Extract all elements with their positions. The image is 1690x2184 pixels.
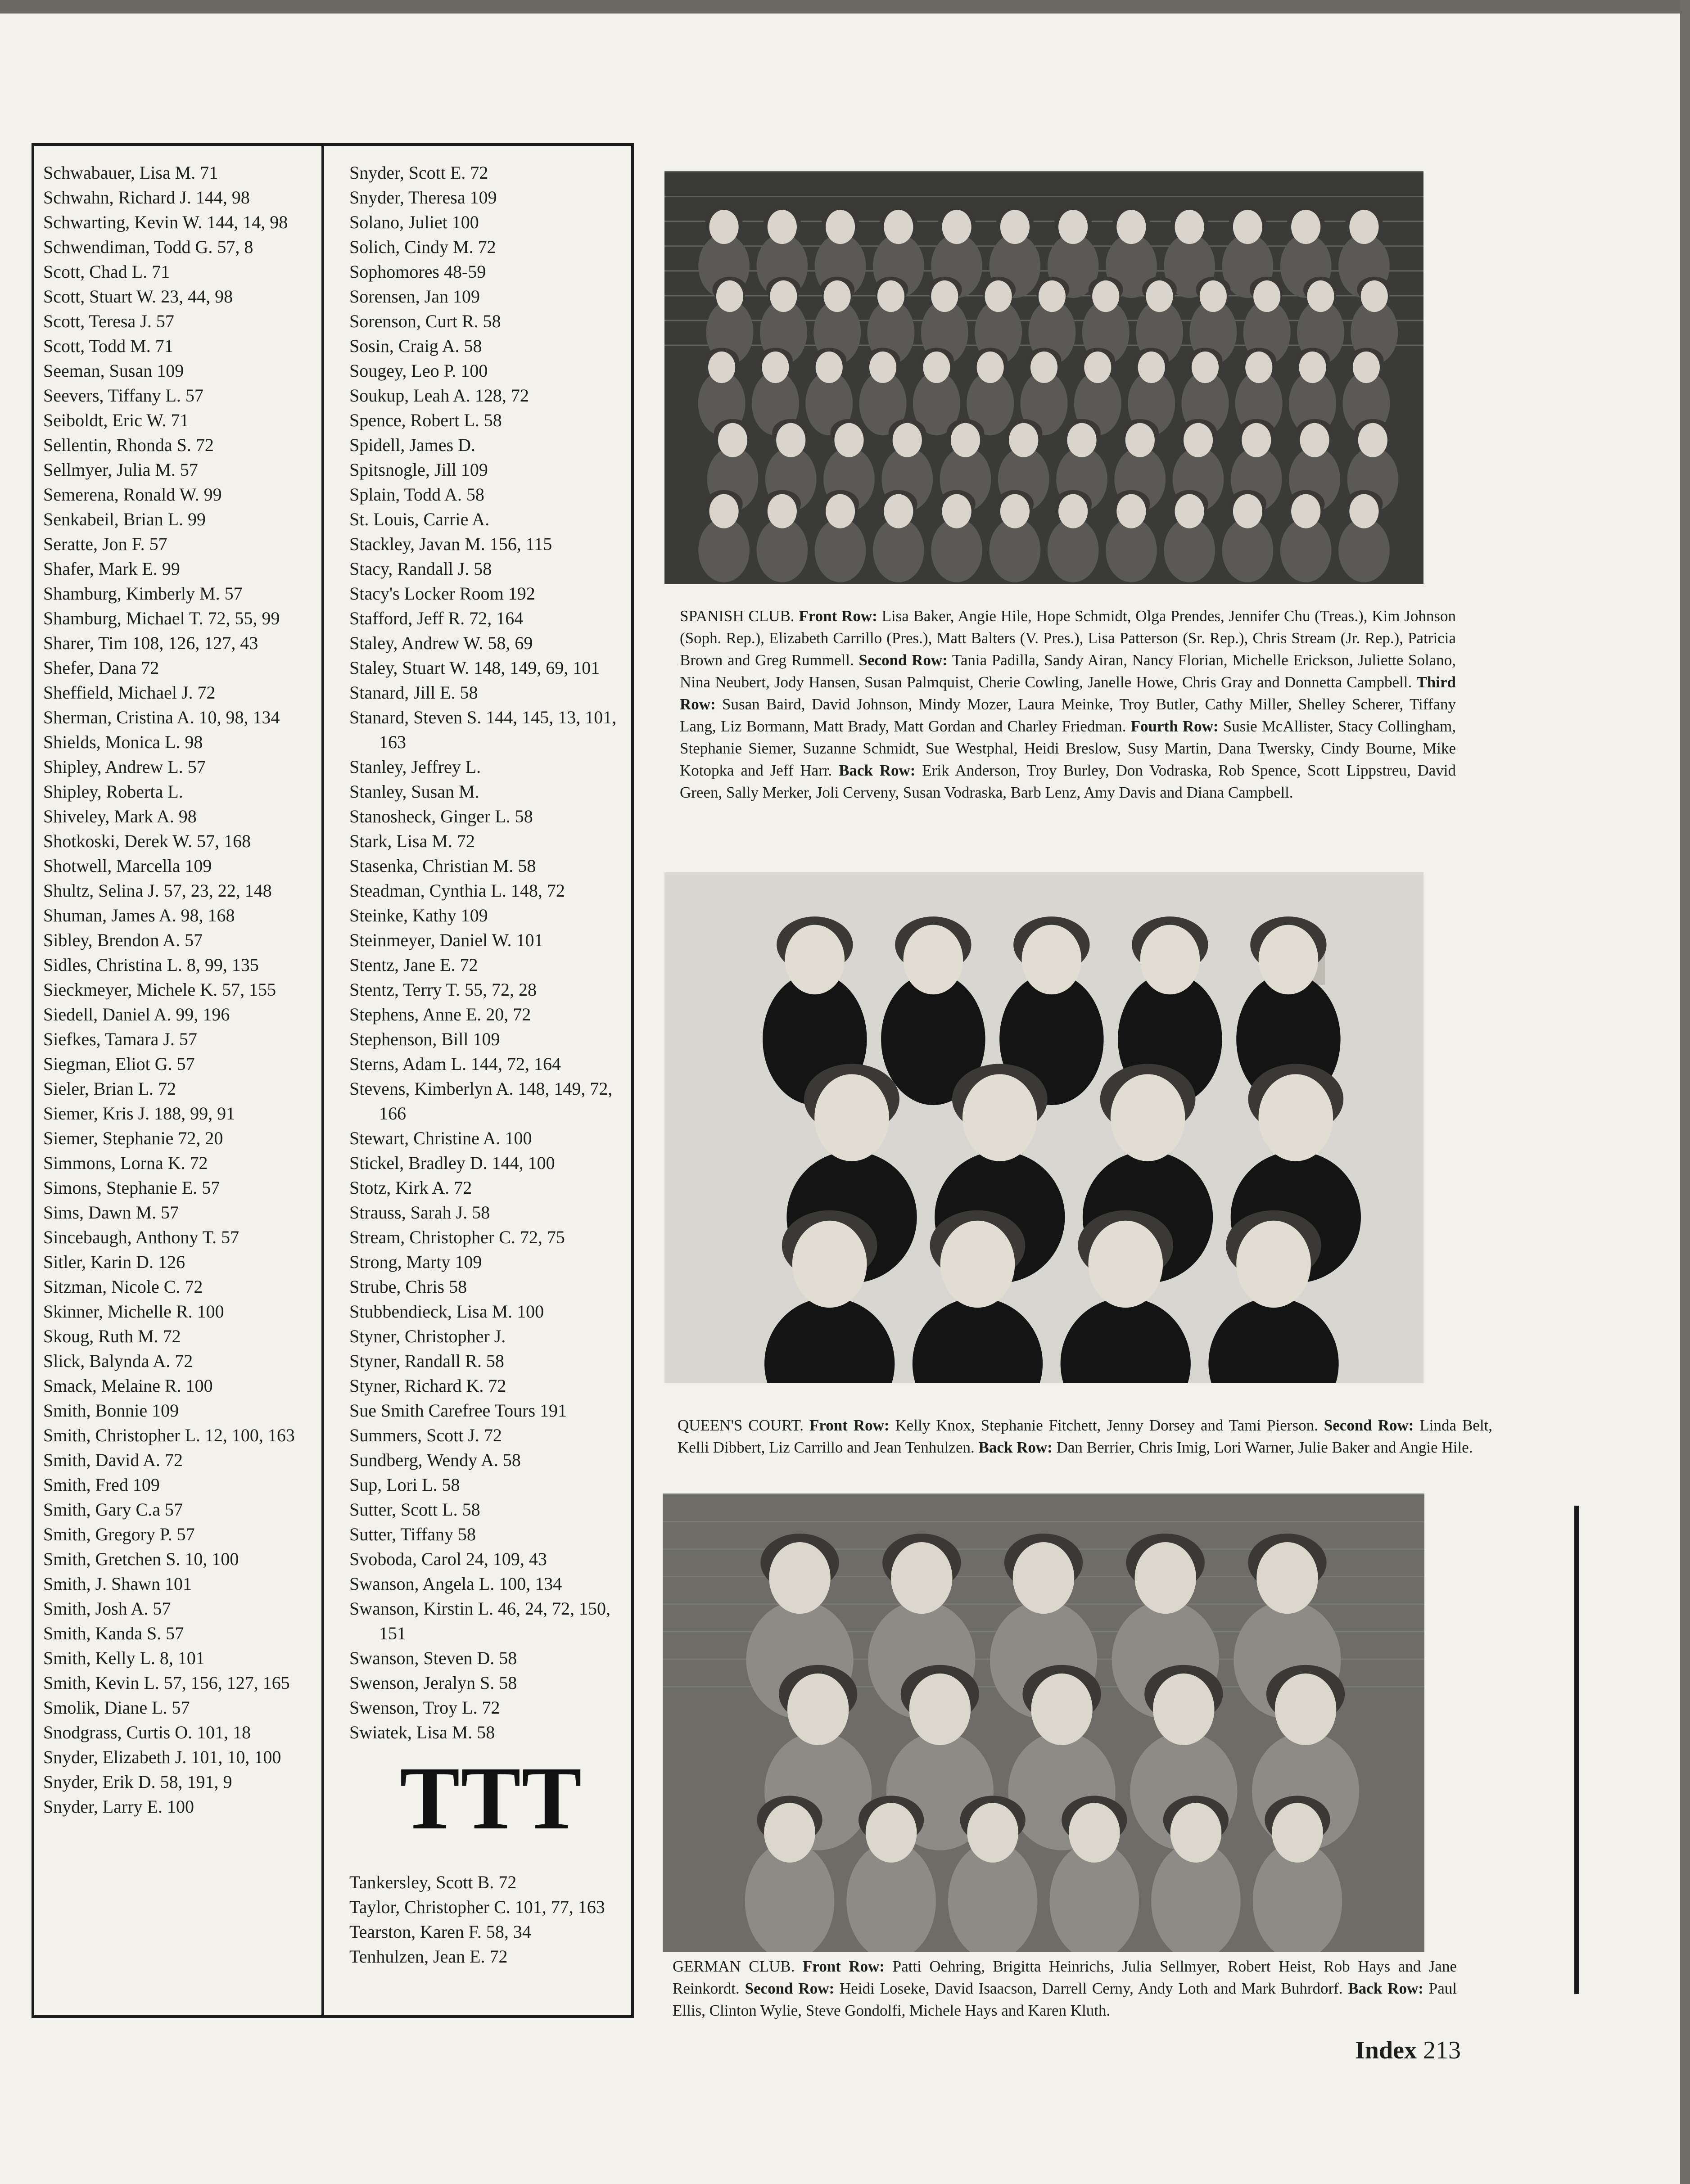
- person-face: [792, 1221, 867, 1308]
- index-entry: Scott, Chad L. 71: [43, 262, 170, 282]
- person-face: [942, 494, 972, 528]
- person-face: [893, 423, 922, 457]
- person-face: [1111, 1074, 1185, 1161]
- spanish-club-photo: [664, 171, 1423, 584]
- index-entry: Snodgrass, Curtis O. 101, 18: [43, 1722, 251, 1742]
- index-column-divider: [321, 143, 324, 2018]
- person-face: [718, 423, 747, 457]
- person-face: [1349, 494, 1378, 528]
- index-entry: Smith, Josh A. 57: [43, 1598, 171, 1619]
- index-entry: Stephens, Anne E. 20, 72: [349, 1004, 531, 1024]
- bleacher-line: [664, 171, 1423, 172]
- index-entry: Smith, David A. 72: [43, 1450, 183, 1470]
- index-entry: Steadman, Cynthia L. 148, 72: [349, 880, 565, 901]
- person-face: [1000, 494, 1030, 528]
- german-club-photo: [663, 1494, 1424, 1952]
- caption-row-label: Back Row:: [839, 762, 916, 779]
- index-entry: Sitzman, Nicole C. 72: [43, 1277, 203, 1297]
- person-face: [1009, 423, 1038, 457]
- person-face: [909, 1674, 971, 1745]
- person-face: [866, 1803, 917, 1863]
- person-face: [962, 1074, 1037, 1161]
- index-entry: Schwendiman, Todd G. 57, 8: [43, 237, 253, 257]
- index-entry: Sharer, Tim 108, 126, 127, 43: [43, 633, 258, 653]
- person-face: [1236, 1221, 1311, 1308]
- folio-label: Index: [1355, 2036, 1417, 2064]
- german-club-caption: [673, 1955, 1457, 2022]
- person-face: [1069, 1803, 1120, 1863]
- index-entry: Shotwell, Marcella 109: [43, 856, 212, 876]
- person-face: [1013, 1542, 1074, 1614]
- queens-court-caption: [678, 1414, 1492, 1458]
- index-entry: Sheffield, Michael J. 72: [43, 682, 216, 703]
- caption-text: Susan Baird, David Johnson, Mindy Mozer, Laura Meinke, Troy Butler, Cathy Miller, Shelley Scherer, Tiffany Lang, Liz Bormann, Matt Brady, Matt Gordan and Charley Friedman.: [680, 695, 1456, 735]
- index-entry: Schwahn, Richard J. 144, 98: [43, 187, 250, 208]
- caption-row-label: Front Row:: [799, 607, 877, 625]
- person-face: [1116, 210, 1146, 244]
- person-face: [708, 352, 735, 383]
- person-face: [1146, 280, 1173, 312]
- index-entry: Styner, Richard K. 72: [349, 1376, 506, 1396]
- index-entry: Seratte, Jon F. 57: [43, 534, 167, 554]
- index-entry: Sundberg, Wendy A. 58: [349, 1450, 521, 1470]
- index-entry: Stotz, Kirk A. 72: [349, 1178, 472, 1198]
- person-face: [1256, 1542, 1318, 1614]
- index-entry: Smith, Bonnie 109: [43, 1400, 179, 1421]
- person-face: [768, 494, 797, 528]
- index-entry: Scott, Todd M. 71: [43, 336, 173, 356]
- caption-row-label: Back Row:: [1348, 1980, 1423, 1997]
- index-entry: Smith, Gregory P. 57: [43, 1524, 195, 1544]
- index-entry: Scott, Teresa J. 57: [43, 311, 174, 331]
- caption-row-label: Back Row:: [978, 1439, 1053, 1456]
- person-face: [1092, 280, 1119, 312]
- index-entry: Swenson, Jeralyn S. 58: [349, 1673, 517, 1693]
- index-entry: Shotkoski, Derek W. 57, 168: [43, 831, 251, 851]
- index-entry: Stacy's Locker Room 192: [349, 583, 535, 604]
- person-face: [1299, 352, 1326, 383]
- caption-text: Paul Ellis, Clinton Wylie, Steve Gondolfi, Michele Hays and Karen Kluth.: [673, 1980, 1457, 2019]
- person-face: [1088, 1221, 1163, 1308]
- person-face: [967, 1803, 1018, 1863]
- index-entry: Sorensen, Jan 109: [349, 286, 480, 307]
- person-face: [1084, 352, 1111, 383]
- index-entry: Tankersley, Scott B. 72: [349, 1872, 517, 1892]
- person-face: [931, 280, 958, 312]
- person-face: [1291, 210, 1320, 244]
- person-face: [1022, 925, 1082, 995]
- index-entry: Stanley, Susan M.: [349, 781, 479, 802]
- person-face: [884, 210, 913, 244]
- index-entry: Stentz, Terry T. 55, 72, 28: [349, 979, 537, 1000]
- index-entry: Sutter, Scott L. 58: [349, 1499, 480, 1520]
- person-face: [884, 494, 913, 528]
- person-face: [1134, 1542, 1196, 1614]
- index-entry: Soukup, Leah A. 128, 72: [349, 385, 529, 406]
- caption-text: Heidi Loseke, David Isaacson, Darrell Cerny, Andy Loth and Mark Buhrdorf.: [834, 1980, 1348, 1997]
- person-face: [1031, 1674, 1092, 1745]
- index-entry: Seiboldt, Eric W. 71: [43, 410, 189, 430]
- person-face: [785, 925, 845, 995]
- index-entry: Spence, Robert L. 58: [349, 410, 502, 430]
- index-entry: Taylor, Christopher C. 101, 77, 163: [349, 1897, 605, 1917]
- index-entry: Shipley, Roberta L.: [43, 781, 183, 802]
- index-entry: Schwabauer, Lisa M. 71: [43, 162, 218, 183]
- caption-row-label: Fourth Row:: [1130, 717, 1219, 735]
- index-entry: Shuman, James A. 98, 168: [43, 905, 235, 925]
- index-entry: Smolik, Diane L. 57: [43, 1697, 190, 1718]
- person-face: [877, 280, 904, 312]
- index-entry: Sellentin, Rhonda S. 72: [43, 435, 214, 455]
- index-entry: Strauss, Sarah J. 58: [349, 1202, 490, 1223]
- index-entry: Simmons, Lorna K. 72: [43, 1153, 208, 1173]
- index-entry: Semerena, Ronald W. 99: [43, 484, 222, 505]
- index-entry: Swanson, Angela L. 100, 134: [349, 1574, 562, 1594]
- index-entry: Tearston, Karen F. 58, 34: [349, 1922, 531, 1942]
- person-face: [1039, 280, 1066, 312]
- index-entry: Sosin, Craig A. 58: [349, 336, 482, 356]
- index-entry: Slick, Balynda A. 72: [43, 1351, 193, 1371]
- person-face: [716, 280, 743, 312]
- person-face: [768, 210, 797, 244]
- index-entry: Stentz, Jane E. 72: [349, 955, 478, 975]
- person-face: [1140, 925, 1200, 995]
- caption-row-label: Third Row:: [680, 673, 1456, 713]
- caption-text: QUEEN'S COURT.: [678, 1417, 809, 1434]
- person-face: [1233, 210, 1262, 244]
- index-entry: Sophomores 48-59: [349, 262, 486, 282]
- index-entry: Staley, Andrew W. 58, 69: [349, 633, 533, 653]
- index-entry: Stubbendieck, Lisa M. 100: [349, 1301, 544, 1322]
- index-entry: Smack, Melaine R. 100: [43, 1376, 213, 1396]
- index-entry: Strube, Chris 58: [349, 1277, 467, 1297]
- index-entry: Sellmyer, Julia M. 57: [43, 460, 198, 480]
- index-entry: Skinner, Michelle R. 100: [43, 1301, 224, 1322]
- person-face: [816, 352, 843, 383]
- index-entry: Snyder, Larry E. 100: [43, 1796, 194, 1817]
- index-entry: Svoboda, Carol 24, 109, 43: [349, 1549, 547, 1569]
- index-entry: Swenson, Troy L. 72: [349, 1697, 500, 1718]
- index-entry: Smith, Gretchen S. 10, 100: [43, 1549, 239, 1569]
- person-face: [1245, 352, 1272, 383]
- index-entry: Smith, Kevin L. 57, 156, 127, 165: [43, 1673, 290, 1693]
- person-face: [1349, 210, 1378, 244]
- index-entry: Shultz, Selina J. 57, 23, 22, 148: [43, 880, 272, 901]
- index-entry: Seeman, Susan 109: [43, 361, 184, 381]
- index-entry: Sterns, Adam L. 144, 72, 164: [349, 1054, 561, 1074]
- person-face: [1353, 352, 1380, 383]
- index-entry: Scott, Stuart W. 23, 44, 98: [43, 286, 233, 307]
- index-entry: Stacy, Randall J. 58: [349, 559, 492, 579]
- person-face: [776, 423, 805, 457]
- person-face: [869, 352, 896, 383]
- letter-heading: TTT: [400, 1749, 583, 1848]
- index-entry: Swanson, Kirstin L. 46, 24, 72, 150, 151: [349, 1598, 610, 1643]
- person-face: [824, 280, 851, 312]
- index-entry: Senkabeil, Brian L. 99: [43, 509, 206, 529]
- caption-row-label: Second Row:: [1324, 1417, 1414, 1434]
- person-face: [942, 210, 972, 244]
- index-entry: Shafer, Mark E. 99: [43, 559, 180, 579]
- scan-right-edge: [1680, 0, 1690, 2184]
- person-face: [1272, 1803, 1323, 1863]
- person-face: [769, 1542, 830, 1614]
- index-entry: Sougey, Leo P. 100: [349, 361, 488, 381]
- caption-text: SPANISH CLUB.: [680, 607, 799, 625]
- queens-court-photo: [664, 872, 1423, 1383]
- caption-text: GERMAN CLUB.: [673, 1958, 803, 1975]
- person-face: [1200, 280, 1227, 312]
- index-entry: Staley, Stuart W. 148, 149, 69, 101: [349, 658, 600, 678]
- index-entry: Sup, Lori L. 58: [349, 1475, 460, 1495]
- caption-text: Linda Belt, Kelli Dibbert, Liz Carrillo and Jean Tenhulzen.: [678, 1417, 1493, 1456]
- index-entry: Swanson, Steven D. 58: [349, 1648, 517, 1668]
- index-entry: Smith, Gary C.a 57: [43, 1499, 183, 1520]
- person-face: [1259, 925, 1319, 995]
- index-entry: Siemer, Kris J. 188, 99, 91: [43, 1103, 235, 1124]
- index-entry: Stasenka, Christian M. 58: [349, 856, 536, 876]
- bleacher-line: [663, 1494, 1424, 1495]
- person-face: [1184, 423, 1213, 457]
- person-face: [1192, 352, 1219, 383]
- person-face: [1058, 494, 1088, 528]
- index-entry: Sincebaugh, Anthony T. 57: [43, 1227, 239, 1247]
- person-face: [787, 1674, 849, 1745]
- index-entry: Stream, Christopher C. 72, 75: [349, 1227, 565, 1247]
- index-entry: Stewart, Christine A. 100: [349, 1128, 532, 1148]
- caption-text: Lisa Baker, Angie Hile, Hope Schmidt, Olga Prendes, Jennifer Chu (Treas.), Kim Johnson (Soph. Rep.), Elizabeth Carrillo (Pres.), Matt Balters (V. Pres.), Lisa Patterson (Sr. Rep.), Chris Stream (Jr. Rep.), Patricia Brown and Greg Rummell.: [680, 607, 1456, 669]
- index-entry: Splain, Todd A. 58: [349, 484, 484, 505]
- index-entry: Sherman, Cristina A. 10, 98, 134: [43, 707, 280, 727]
- index-entry: Snyder, Erik D. 58, 191, 9: [43, 1772, 232, 1792]
- person-face: [1138, 352, 1165, 383]
- person-face: [1300, 423, 1329, 457]
- index-entry: Smith, Kanda S. 57: [43, 1623, 184, 1643]
- index-column-2-continued: [349, 1870, 626, 1969]
- index-entry: Stanard, Steven S. 144, 145, 13, 101, 163: [349, 707, 617, 752]
- index-entry: Snyder, Scott E. 72: [349, 162, 488, 183]
- index-entry: St. Louis, Carrie A.: [349, 509, 490, 529]
- person-face: [1275, 1674, 1336, 1745]
- caption-text: Erik Anderson, Troy Burley, Don Vodraska, Rob Spence, Scott Lippstreu, David Green, Sally Merker, Joli Cerveny, Susan Vodraska, Barb Lenz, Amy Davis and Diana Campbell.: [680, 762, 1456, 801]
- page-folio: [1355, 2035, 1490, 2066]
- person-face: [1030, 352, 1057, 383]
- person-face: [1233, 494, 1262, 528]
- person-face: [1000, 210, 1030, 244]
- index-entry: Stickel, Bradley D. 144, 100: [349, 1153, 555, 1173]
- person-face: [762, 352, 789, 383]
- index-entry: Shields, Monica L. 98: [43, 732, 203, 752]
- index-entry: Stephenson, Bill 109: [349, 1029, 500, 1049]
- caption-row-label: Front Row:: [802, 1958, 885, 1975]
- person-face: [1242, 423, 1271, 457]
- scan-top-edge: [0, 0, 1690, 14]
- index-entry: Smith, Christopher L. 12, 100, 163: [43, 1425, 295, 1445]
- person-face: [1253, 280, 1280, 312]
- side-rule: [1574, 1506, 1579, 1994]
- index-entry: Styner, Randall R. 58: [349, 1351, 504, 1371]
- index-entry: Steinmeyer, Daniel W. 101: [349, 930, 543, 950]
- index-entry: Stanley, Jeffrey L.: [349, 757, 481, 777]
- index-column-2: [349, 160, 626, 1745]
- index-entry: Shipley, Andrew L. 57: [43, 757, 206, 777]
- index-entry: Smith, Kelly L. 8, 101: [43, 1648, 205, 1668]
- person-face: [826, 210, 855, 244]
- index-entry: Siedell, Daniel A. 99, 196: [43, 1004, 230, 1024]
- index-entry: Stackley, Javan M. 156, 115: [349, 534, 552, 554]
- person-face: [1067, 423, 1096, 457]
- person-face: [1175, 210, 1204, 244]
- person-face: [1307, 280, 1334, 312]
- person-face: [977, 352, 1004, 383]
- bleacher-line: [663, 1521, 1424, 1522]
- caption-row-label: Second Row:: [745, 1980, 835, 1997]
- index-entry: Steinke, Kathy 109: [349, 905, 488, 925]
- caption-row-label: Front Row:: [809, 1417, 890, 1434]
- index-entry: Shamburg, Kimberly M. 57: [43, 583, 243, 604]
- index-entry: Schwarting, Kevin W. 144, 14, 98: [43, 212, 288, 232]
- caption-text: Susie McAllister, Stacy Collingham, Stephanie Siemer, Suzanne Schmidt, Sue Westphal, Heidi Breslow, Susy Martin, Dana Twersky, Cindy Bourne, Mike Kotopka and Jeff Harr.: [680, 717, 1456, 779]
- index-entry: Styner, Christopher J.: [349, 1326, 506, 1346]
- person-face: [985, 280, 1012, 312]
- caption-text: Patti Oehring, Brigitta Heinrichs, Julia Sellmyer, Robert Heist, Rob Hays and Jane Reinkordt.: [673, 1958, 1457, 1997]
- person-face: [1361, 280, 1388, 312]
- index-entry: Swiatek, Lisa M. 58: [349, 1722, 495, 1742]
- index-entry: Sue Smith Carefree Tours 191: [349, 1400, 567, 1421]
- index-entry: Shamburg, Michael T. 72, 55, 99: [43, 608, 280, 628]
- person-face: [1153, 1674, 1214, 1745]
- index-entry: Skoug, Ruth M. 72: [43, 1326, 181, 1346]
- bleacher-line: [664, 196, 1423, 197]
- index-entry: Sieckmeyer, Michele K. 57, 155: [43, 979, 276, 1000]
- index-entry: Sidles, Christina L. 8, 99, 135: [43, 955, 259, 975]
- index-entry: Snyder, Theresa 109: [349, 187, 497, 208]
- spanish-club-caption: [680, 605, 1456, 803]
- person-face: [1116, 494, 1146, 528]
- index-entry: Sibley, Brendon A. 57: [43, 930, 203, 950]
- person-face: [709, 210, 738, 244]
- person-face: [770, 280, 797, 312]
- person-face: [1125, 423, 1155, 457]
- person-face: [814, 1074, 889, 1161]
- index-entry: Summers, Scott J. 72: [349, 1425, 502, 1445]
- index-entry: Shiveley, Mark A. 98: [43, 806, 197, 826]
- person-face: [904, 925, 963, 995]
- caption-text: Tania Padilla, Sandy Airan, Nancy Florian, Michelle Erickson, Juliette Solano, Nina Neubert, Jody Hansen, Susan Palmquist, Cherie Cowling, Janelle Howe, Chris Gray and Donnetta Campbell.: [680, 651, 1456, 691]
- index-entry: Stanard, Jill E. 58: [349, 682, 478, 703]
- index-entry: Stevens, Kimberlyn A. 148, 149, 72, 166: [349, 1078, 613, 1124]
- caption-row-label: Second Row:: [859, 651, 948, 669]
- index-entry: Siefkes, Tamara J. 57: [43, 1029, 197, 1049]
- index-column-1: [43, 160, 316, 1819]
- index-entry: Spitsnogle, Jill 109: [349, 460, 488, 480]
- index-entry: Spidell, James D.: [349, 435, 475, 455]
- person-face: [764, 1803, 815, 1863]
- index-entry: Strong, Marty 109: [349, 1252, 482, 1272]
- person-face: [923, 352, 950, 383]
- index-entry: Smith, J. Shawn 101: [43, 1574, 192, 1594]
- index-entry: Snyder, Elizabeth J. 101, 10, 100: [43, 1747, 281, 1767]
- person-face: [826, 494, 855, 528]
- index-entry: Sitler, Karin D. 126: [43, 1252, 185, 1272]
- index-entry: Siegman, Eliot G. 57: [43, 1054, 195, 1074]
- person-face: [834, 423, 863, 457]
- person-face: [940, 1221, 1015, 1308]
- index-entry: Stafford, Jeff R. 72, 164: [349, 608, 524, 628]
- index-entry: Solich, Cindy M. 72: [349, 237, 496, 257]
- index-entry: Tenhulzen, Jean E. 72: [349, 1946, 508, 1967]
- index-entry: Stanosheck, Ginger L. 58: [349, 806, 533, 826]
- index-entry: Shefer, Dana 72: [43, 658, 159, 678]
- page-number: 213: [1423, 2036, 1461, 2064]
- index-entry: Sutter, Tiffany 58: [349, 1524, 476, 1544]
- index-entry: Sorenson, Curt R. 58: [349, 311, 501, 331]
- index-entry: Siemer, Stephanie 72, 20: [43, 1128, 223, 1148]
- index-entry: Smith, Fred 109: [43, 1475, 160, 1495]
- caption-text: Dan Berrier, Chris Imig, Lori Warner, Julie Baker and Angie Hile.: [1052, 1439, 1473, 1456]
- person-face: [1175, 494, 1204, 528]
- index-entry: Stark, Lisa M. 72: [349, 831, 475, 851]
- index-entry: Sieler, Brian L. 72: [43, 1078, 176, 1099]
- index-entry: Sims, Dawn M. 57: [43, 1202, 179, 1223]
- person-face: [891, 1542, 952, 1614]
- person-face: [1058, 210, 1088, 244]
- caption-text: Kelly Knox, Stephanie Fitchett, Jenny Dorsey and Tami Pierson.: [889, 1417, 1324, 1434]
- index-entry: Seevers, Tiffany L. 57: [43, 385, 203, 406]
- index-entry: Solano, Juliet 100: [349, 212, 479, 232]
- person-face: [709, 494, 738, 528]
- person-face: [951, 423, 980, 457]
- person-face: [1291, 494, 1320, 528]
- index-entry: Simons, Stephanie E. 57: [43, 1178, 220, 1198]
- person-face: [1358, 423, 1387, 457]
- person-face: [1258, 1074, 1333, 1161]
- person-face: [1170, 1803, 1222, 1863]
